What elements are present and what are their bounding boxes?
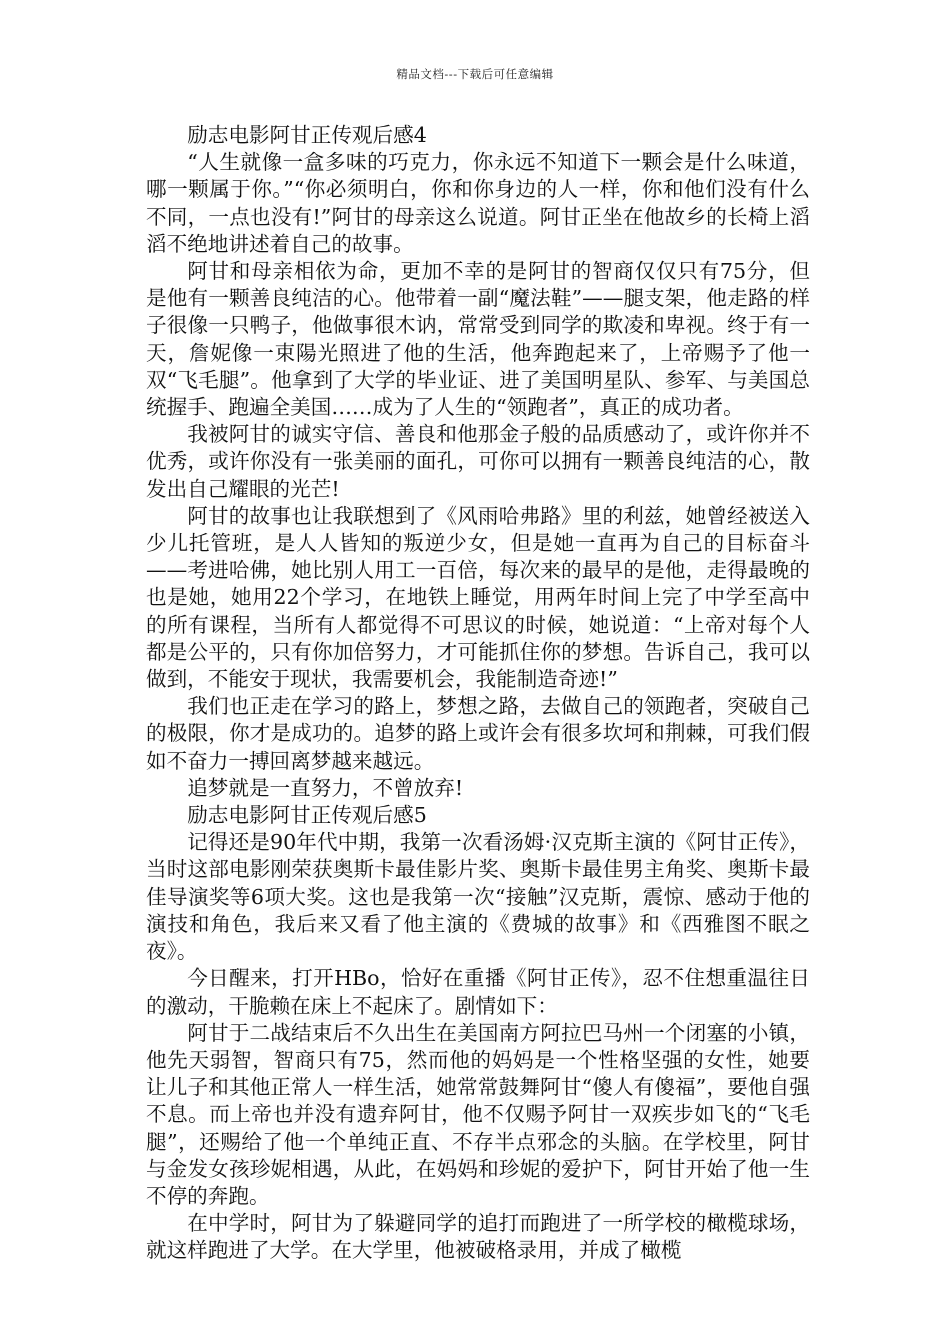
- paragraph: 在中学时，阿甘为了躲避同学的追打而跑进了一所学校的橄榄球场，就这样跑进了大学。在大学里，他被破格录用，并成了橄榄: [146, 1211, 810, 1263]
- section-title: 励志电影阿甘正传观后感4: [187, 123, 427, 147]
- paragraph: 阿甘的故事也让我联想到了《风雨哈弗路》里的利兹，她曾经被送入少儿托管班，是人人皆知的叛逆少女，但是她一直再为自己的目标奋斗——考进哈佛，她比别人用工一百倍，每次来的最早的是他，走得最晚的也是她，她用22个学习，在地铁上睡觉，用两年时间上完了中学至高中的所有课程，当所有人都觉得不可思议的时候，她说道：“上帝对每个人都是公平的，只有你加倍努力，才可能抓住你的梦想。告诉自己，我可以做到，不能安于现状，我需要机会，我能制造奇迹!”: [146, 503, 810, 692]
- paragraph: 记得还是90年代中期，我第一次看汤姆·汉克斯主演的《阿甘正传》，当时这部电影刚荣获奥斯卡最佳影片奖、奥斯卡最佳男主角奖、奥斯卡最佳导演奖等6项大奖。这也是我第一次“接触”汉克斯，震惊、感动于他的演技和角色，我后来又看了他主演的《费城的故事》和《西雅图不眠之夜》。: [146, 830, 810, 964]
- document-body: [146, 122, 810, 1265]
- paragraph: 今日醒来，打开HBo，恰好在重播《阿甘正传》，忍不住想重温往日的激动，干脆赖在床上不起床了。剧情如下：: [146, 966, 810, 1018]
- paragraph: 阿甘和母亲相依为命，更加不幸的是阿甘的智商仅仅只有75分，但是他有一颗善良纯洁的心。他带着一副“魔法鞋”——腿支架，他走路的样子很像一只鸭子，他做事很木讷，常常受到同学的欺凌和卑视。终于有一天，詹妮像一束陽光照进了他的生活，他奔跑起来了，上帝赐予了他一双“飞毛腿”。他拿到了大学的毕业证、进了美国明星队、参军、与美国总统握手、跑遍全美国……成为了人生的“领跑者”，真正的成功者。: [146, 259, 810, 420]
- page-header: 精品文档---下载后可任意编辑: [396, 67, 554, 81]
- paragraph: “人生就像一盒多味的巧克力，你永远不知道下一颗会是什么味道，哪一颗属于你。”“你必须明白，你和你身边的人一样，你和他们没有什么不同，一点也没有!”阿甘的母亲这么说道。阿甘正坐在他故乡的长椅上滔滔不绝地讲述着自己的故事。: [146, 150, 810, 256]
- paragraph: 我们也正走在学习的路上，梦想之路，去做自己的领跑者，突破自己的极限，你才是成功的。追梦的路上或许会有很多坎坷和荆棘，可我们假如不奋力一搏回离梦越来越远。: [146, 694, 810, 773]
- paragraph: 追梦就是一直努力，不曾放弃!: [187, 775, 464, 800]
- section-title: 励志电影阿甘正传观后感5: [187, 803, 427, 828]
- paragraph: 我被阿甘的诚实守信、善良和他那金子般的品质感动了，或许你并不优秀，或许你没有一张美丽的面孔，可你可以拥有一颗善良纯洁的心，散发出自己耀眼的光芒!: [146, 422, 810, 501]
- paragraph: 阿甘于二战结束后不久出生在美国南方阿拉巴马州一个闭塞的小镇，他先天弱智，智商只有75，然而他的妈妈是一个性格坚强的女性，她要让儿子和其他正常人一样生活，她常常鼓舞阿甘“傻人有傻福”，要他自强不息。而上帝也并没有遗弃阿甘，他不仅赐予阿甘一双疾步如飞的“飞毛腿”，还赐给了他一个单纯正直、不存半点邪念的头脑。在学校里，阿甘与金发女孩珍妮相遇，从此，在妈妈和珍妮的爱护下，阿甘开始了他一生不停的奔跑。: [146, 1020, 810, 1208]
